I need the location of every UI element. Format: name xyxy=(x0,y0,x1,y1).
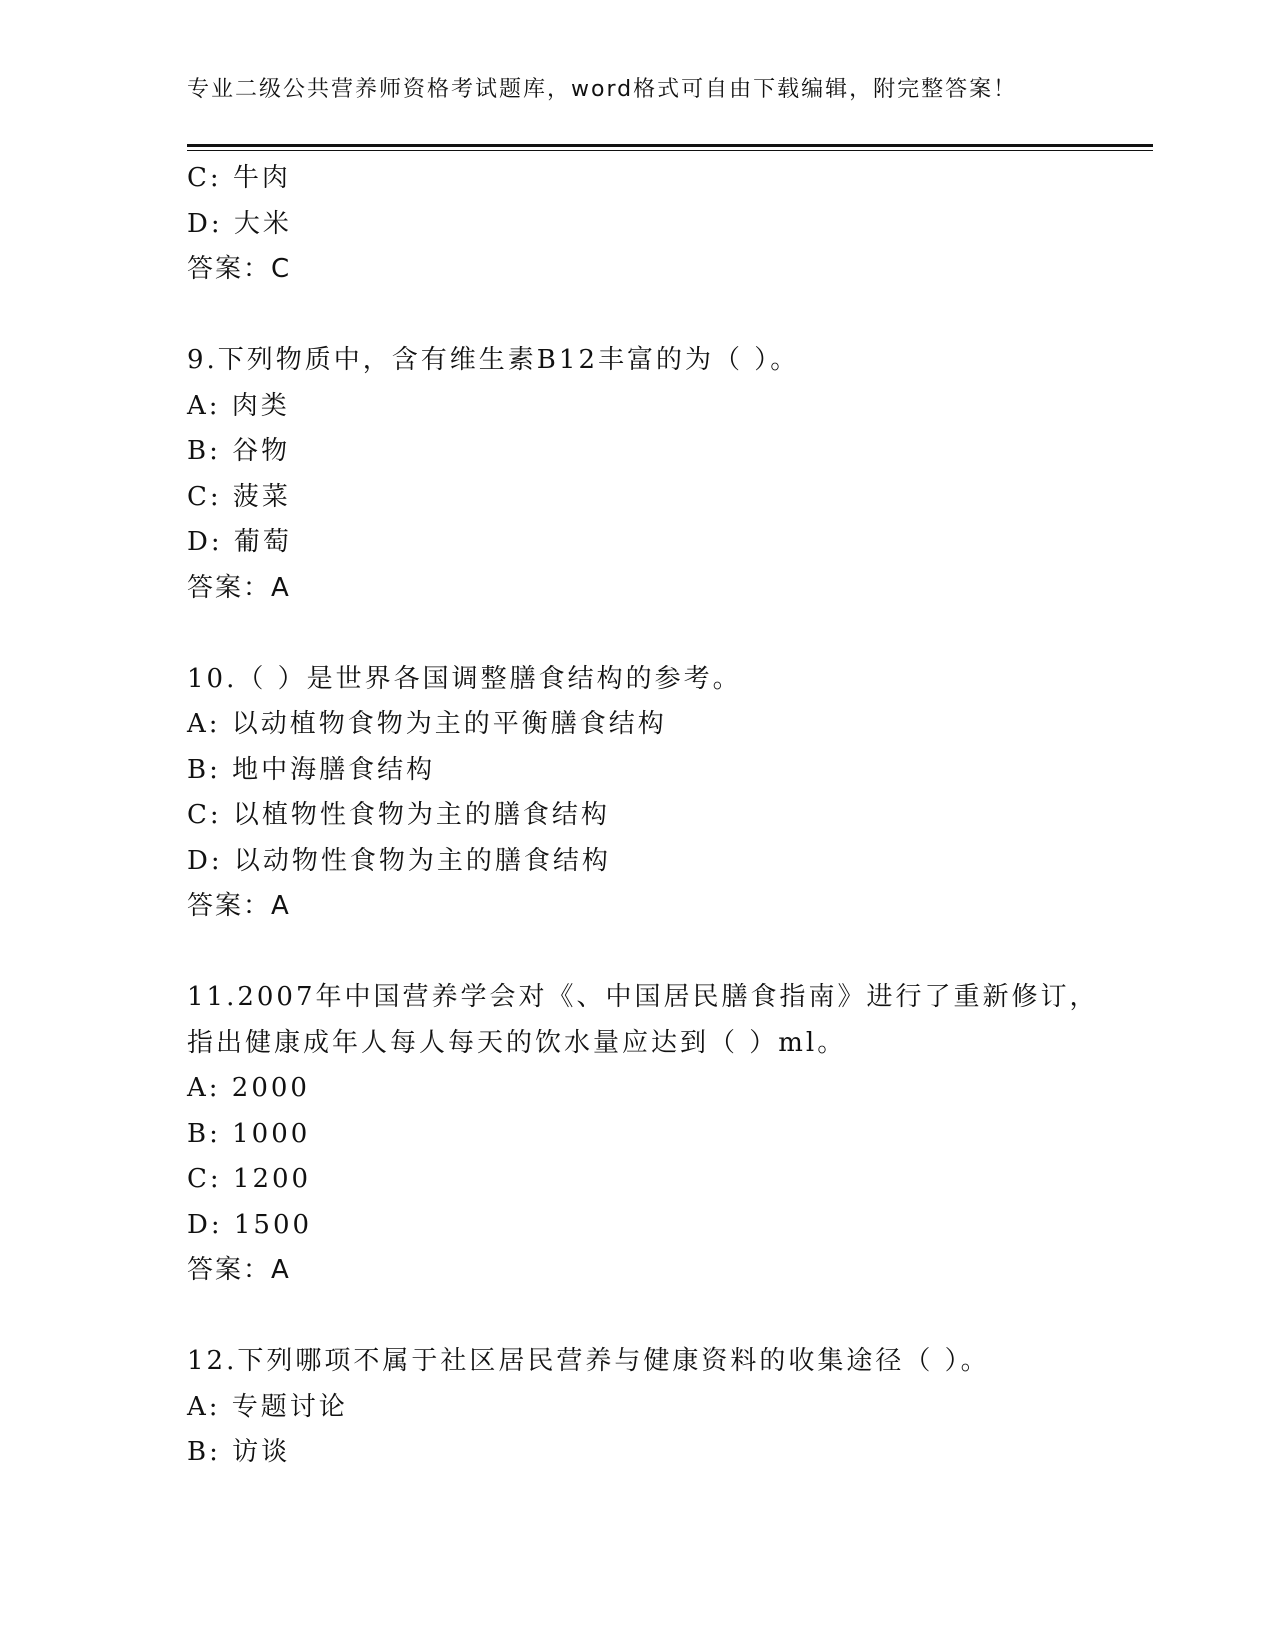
question-text-continued: 指出健康成年人每人每天的饮水量应达到（ ）ml。 xyxy=(187,1027,847,1058)
answer-line: 答案：A xyxy=(187,572,291,603)
question-block-12 xyxy=(187,1339,1147,1476)
question-text: 10.（ ）是世界各国调整膳食结构的参考。 xyxy=(187,663,742,694)
option-d: D: 以动物性食物为主的膳食结构 xyxy=(187,845,611,876)
option-a: A: 专题讨论 xyxy=(187,1391,348,1422)
answer-line: 答案：A xyxy=(187,891,291,921)
spacer xyxy=(187,1294,1147,1340)
option-d: D: 1500 xyxy=(187,1209,313,1240)
option-c: C: 以植物性食物为主的膳食结构 xyxy=(187,800,610,830)
option-b: B: 1000 xyxy=(187,1118,311,1149)
option-b: B: 地中海膳食结构 xyxy=(187,754,436,785)
question-block-11 xyxy=(187,975,1147,1294)
question-text: 11.2007年中国营养学会对《、中国居民膳食指南》进行了重新修订， xyxy=(187,982,1099,1012)
document-body xyxy=(187,156,1147,1476)
question-text: 9.下列物质中，含有维生素B12丰富的为（ ）。 xyxy=(187,345,800,375)
option-d: D: 葡萄 xyxy=(187,527,292,557)
option-c: C: 菠菜 xyxy=(187,481,291,512)
option-c: C: 牛肉 xyxy=(187,163,291,193)
question-block-9 xyxy=(187,338,1147,611)
option-a: A: 2000 xyxy=(187,1073,310,1103)
question-block-8-tail xyxy=(187,156,1147,293)
option-a: A: 肉类 xyxy=(187,390,290,421)
answer-line: 答案：C xyxy=(187,254,292,284)
spacer xyxy=(187,293,1147,339)
spacer xyxy=(187,611,1147,657)
page-header: 专业二级公共营养师资格考试题库，word格式可自由下载编辑，附完整答案！ xyxy=(187,77,1018,102)
spacer xyxy=(187,930,1147,976)
header-rule-thin xyxy=(187,150,1153,151)
answer-line: 答案：A xyxy=(187,1255,291,1285)
header-rule-thick xyxy=(187,144,1153,147)
option-c: C: 1200 xyxy=(187,1164,312,1194)
question-block-10 xyxy=(187,657,1147,930)
option-d: D: 大米 xyxy=(187,208,292,239)
option-b: B: 谷物 xyxy=(187,436,291,466)
option-a: A: 以动植物食物为主的平衡膳食结构 xyxy=(187,709,667,739)
question-text: 12.下列哪项不属于社区居民营养与健康资料的收集途径（ ）。 xyxy=(187,1346,990,1376)
option-b: B: 访谈 xyxy=(187,1437,291,1467)
